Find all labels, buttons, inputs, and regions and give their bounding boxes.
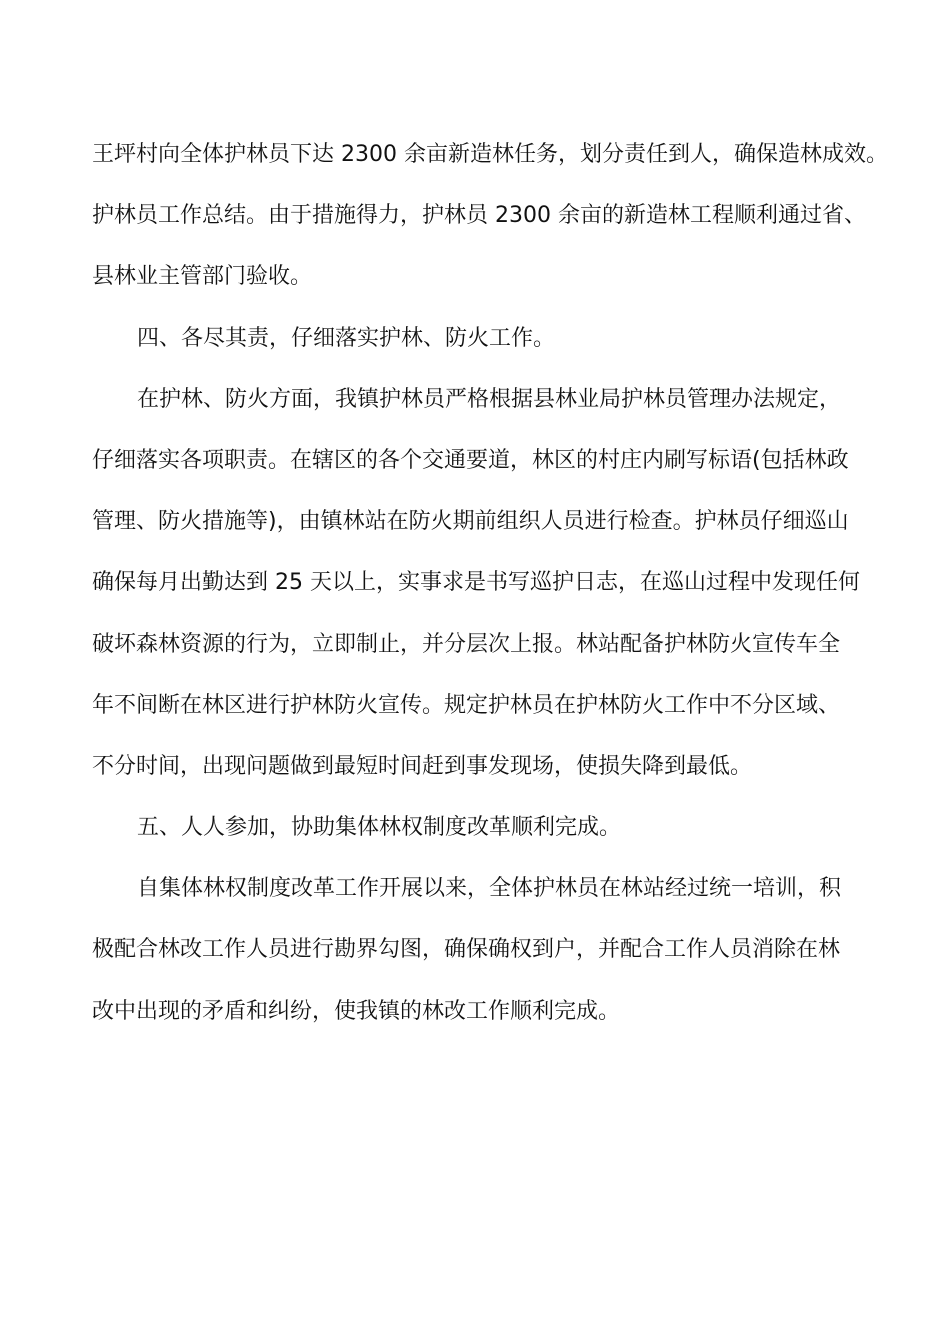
body-text-line: 极配合林改工作人员进行勘界勾图，确保确权到户，并配合工作人员消除在林 bbox=[92, 937, 841, 963]
body-text-line: 年不间断在林区进行护林防火宣传。规定护林员在护林防火工作中不分区域、 bbox=[92, 692, 841, 718]
body-text-line: 不分时间，出现问题做到最短时间赶到事发现场，使损失降到最低。 bbox=[92, 753, 753, 779]
body-text-line: 在护林、防火方面，我镇护林员严格根据县林业局护林员管理办法规定， bbox=[137, 386, 842, 412]
body-text-line: 破坏森林资源的行为，立即制止，并分层次上报。林站配备护林防火宣传车全 bbox=[92, 631, 841, 657]
body-text-line: 确保每月出勤达到 25 天以上，实事求是书写巡护日志，在巡山过程中发现任何 bbox=[92, 570, 860, 596]
body-text-line: 县林业主管部门验收。 bbox=[92, 264, 313, 290]
section-heading-5: 五、人人参加，协助集体林权制度改革顺利完成。 bbox=[137, 815, 622, 841]
body-text-line: 护林员工作总结。由于措施得力，护林员 2300 余亩的新造林工程顺利通过省、 bbox=[92, 203, 866, 229]
section-heading-4: 四、各尽其责，仔细落实护林、防火工作。 bbox=[137, 325, 556, 351]
body-text-line: 自集体林权制度改革工作开展以来，全体护林员在林站经过统一培训，积 bbox=[137, 876, 842, 902]
body-text-line: 王坪村向全体护林员下达 2300 余亩新造林任务，划分责任到人，确保造林成效。 bbox=[92, 142, 888, 167]
body-text-line: 改中出现的矛盾和纠纷，使我镇的林改工作顺利完成。 bbox=[92, 998, 621, 1024]
body-text-line: 管理、防火措施等)，由镇林站在防火期前组织人员进行检查。护林员仔细巡山 bbox=[92, 509, 849, 535]
body-text-line: 仔细落实各项职责。在辖区的各个交通要道，林区的村庄内刷写标语(包括林政 bbox=[92, 447, 849, 473]
document-body bbox=[92, 124, 888, 1042]
